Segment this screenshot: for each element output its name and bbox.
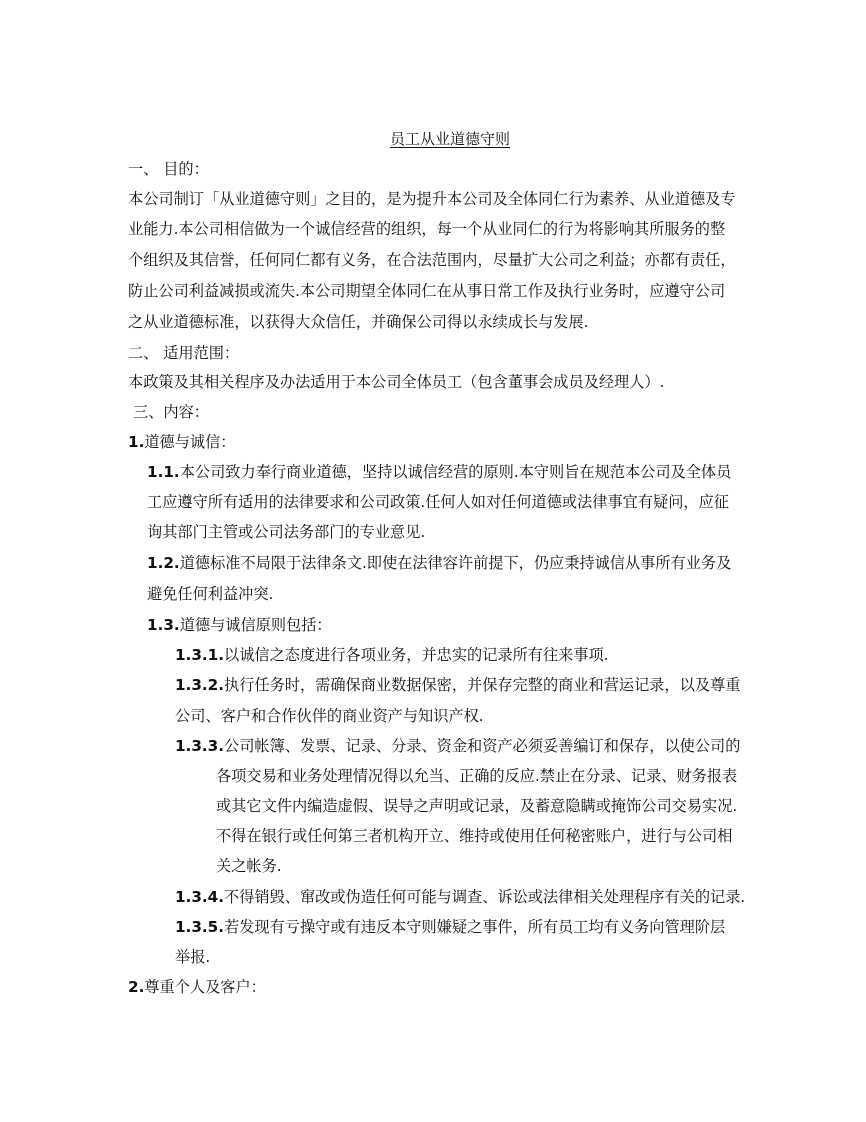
paragraph-line: 本公司制订「从业道德守则」之目的，是为提升本公司及全体同仁行为素养、从业道德及专 (128, 190, 736, 208)
item-title: 道德与诚信： (144, 433, 236, 451)
clause-1-2 (147, 553, 731, 573)
paragraph-line: 关之帐务. (216, 857, 282, 875)
paragraph-line: 防止公司利益减损或流失.本公司期望全体同仁在从事日常工作及执行业务时，应遵守公司 (128, 282, 726, 300)
clause-text: 本公司致力奉行商业道德，坚持以诚信经营的原则.本守则旨在规范本公司及全体员 (179, 463, 732, 481)
clause-1-3-1 (175, 645, 609, 665)
paragraph-line: 之从业道德标准，以获得大众信任，并确保公司得以永续成长与发展. (128, 313, 589, 331)
clause-number: 1.3.1. (175, 646, 225, 664)
paragraph-line: 询其部门主管或公司法务部门的专业意见. (147, 523, 426, 541)
clause-text: 若发现有亏操守或有违反本守则嫌疑之事件，所有员工均有义务向管理阶层 (224, 918, 726, 936)
page-title: 员工从业道德守则 (389, 130, 510, 148)
section-1-heading: 一、 目的： (128, 160, 209, 178)
clause-text: 不得销毁、窜改或伪造任何可能与调查、诉讼或法律相关处理程序有关的记录. (224, 888, 746, 906)
clause-text: 执行任务时，需确保商业数据保密，并保存完整的商业和营运记录，以及尊重 (224, 676, 741, 694)
section-2-heading: 二、 适用范围： (128, 344, 240, 362)
item-number: 1. (128, 433, 145, 451)
clause-1-3-3 (175, 736, 740, 756)
paragraph-line: 举报. (175, 948, 211, 966)
clause-1-1 (147, 462, 731, 482)
clause-1-3 (147, 615, 332, 635)
clause-1-3-4 (175, 887, 745, 907)
paragraph-line: 各项交易和业务处理情况得以允当、正确的反应.禁止在分录、记录、财务报表 (216, 767, 738, 785)
paragraph-line: 不得在银行或任何第三者机构开立、维持或使用任何秘密账户，进行与公司相 (216, 827, 733, 845)
clause-number: 1.1. (147, 463, 180, 481)
paragraph-line: 个组织及其信誉，任何同仁都有义务，在合法范围内，尽量扩大公司之利益；亦都有责任， (128, 251, 736, 269)
item-number: 2. (128, 978, 145, 996)
clause-text: 道德标准不局限于法律条文.即使在法律容许前提下，仍应秉持诚信从事所有业务及 (179, 554, 732, 572)
paragraph-line: 本政策及其相关程序及办法适用于本公司全体员工（包含董事会成员及经理人）. (128, 373, 665, 391)
item-title: 尊重个人及客户： (144, 978, 266, 996)
paragraph-line: 或其它文件内编造虚假、误导之声明或记录，及蓄意隐瞒或掩饰公司交易实况. (216, 797, 738, 815)
clause-number: 1.3.3. (175, 737, 225, 755)
paragraph-line: 公司、客户和合作伙伴的商业资产与知识产权. (175, 707, 484, 725)
clause-text: 以诚信之态度进行各项业务，并忠实的记录所有往来事项. (224, 646, 609, 664)
clause-text: 公司帐簿、发票、记录、分录、资金和资产必须妥善编订和保存，以使公司的 (224, 737, 741, 755)
item-1-heading (128, 432, 235, 452)
clause-text: 道德与诚信原则包括： (179, 616, 332, 634)
clause-number: 1.3.2. (175, 676, 225, 694)
paragraph-line: 工应遵守所有适用的法律要求和公司政策.任何人如对任何道德或法律事宜有疑问，应征 (147, 493, 729, 511)
section-3-heading: 三、内容： (133, 403, 209, 421)
clause-1-3-5 (175, 917, 725, 937)
clause-number: 1.3.5. (175, 918, 225, 936)
clause-number: 1.3.4. (175, 888, 225, 906)
clause-number: 1.3. (147, 616, 180, 634)
clause-1-3-2 (175, 675, 740, 695)
paragraph-line: 业能力.本公司相信做为一个诚信经营的组织，每一个从业同仁的行为将影响其所服务的整 (128, 220, 726, 238)
clause-number: 1.2. (147, 554, 180, 572)
item-2-heading (128, 977, 266, 997)
paragraph-line: 避免任何利益冲突. (147, 585, 274, 603)
